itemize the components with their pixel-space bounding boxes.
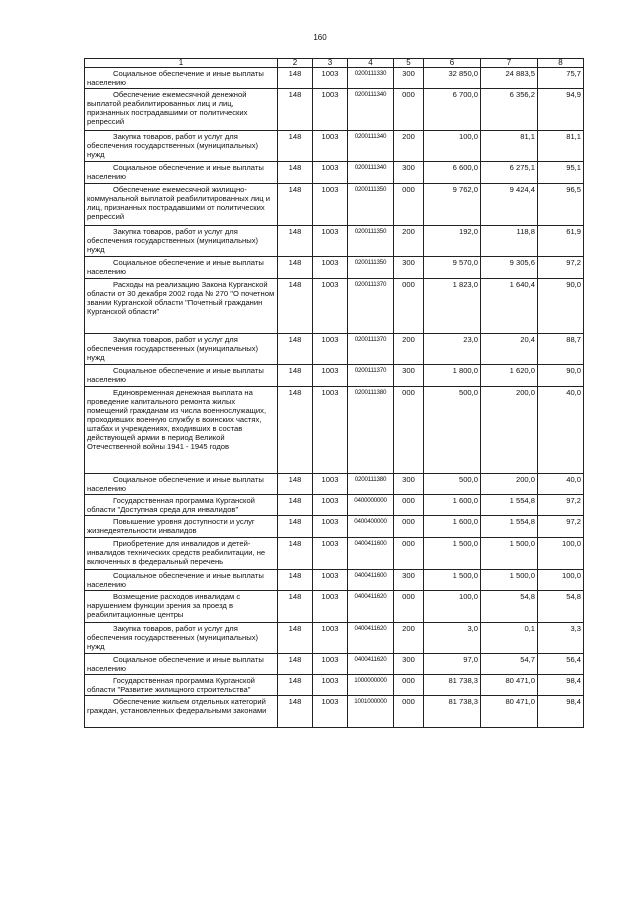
- execution-percent: 40,0: [538, 474, 584, 495]
- ministry-code: 148: [278, 570, 313, 591]
- execution-percent: 97,2: [538, 516, 584, 538]
- target-article-code: 0400400000: [348, 516, 394, 538]
- expense-type-code: 000: [394, 696, 424, 728]
- ministry-code: 148: [278, 623, 313, 654]
- planned-amount: 500,0: [424, 474, 481, 495]
- planned-amount: 1 823,0: [424, 279, 481, 334]
- planned-amount: 3,0: [424, 623, 481, 654]
- ministry-code: 148: [278, 365, 313, 387]
- execution-percent: 56,4: [538, 654, 584, 675]
- actual-amount: 1 554,8: [481, 516, 538, 538]
- target-article-code: 0200111370: [348, 365, 394, 387]
- row-name-text: Обеспечение жильем отдельных категорий граждан, установленных федеральными законами: [87, 697, 267, 715]
- table-row: [85, 334, 584, 365]
- row-name: [85, 131, 278, 162]
- execution-percent: 90,0: [538, 365, 584, 387]
- target-article-code: 0400411600: [348, 538, 394, 570]
- ministry-code: 148: [278, 387, 313, 474]
- row-name-text: Социальное обеспечение и иные выплаты населению: [87, 655, 264, 673]
- column-header: 7: [481, 59, 538, 68]
- target-article-code: 0200111350: [348, 184, 394, 226]
- actual-amount: 6 356,2: [481, 89, 538, 131]
- table-row: [85, 257, 584, 279]
- expense-type-code: 000: [394, 495, 424, 516]
- row-name-text: Социальное обеспечение и иные выплаты населению: [87, 475, 264, 493]
- planned-amount: 6 600,0: [424, 162, 481, 184]
- execution-percent: 95,1: [538, 162, 584, 184]
- row-name-text: Закупка товаров, работ и услуг для обеспечения государственных (муниципальных) нужд: [87, 335, 259, 362]
- table-row: [85, 675, 584, 696]
- actual-amount: 80 471,0: [481, 696, 538, 728]
- planned-amount: 1 500,0: [424, 570, 481, 591]
- table-row: [85, 279, 584, 334]
- expense-type-code: 000: [394, 538, 424, 570]
- execution-percent: 96,5: [538, 184, 584, 226]
- row-name: [85, 538, 278, 570]
- planned-amount: 1 500,0: [424, 538, 481, 570]
- row-name: [85, 257, 278, 279]
- ministry-code: 148: [278, 226, 313, 257]
- actual-amount: 118,8: [481, 226, 538, 257]
- column-header: 3: [313, 59, 348, 68]
- target-article-code: 0400411620: [348, 591, 394, 623]
- section-code: 1003: [313, 279, 348, 334]
- expense-type-code: 000: [394, 387, 424, 474]
- section-code: 1003: [313, 68, 348, 89]
- actual-amount: 1 620,0: [481, 365, 538, 387]
- actual-amount: 54,8: [481, 591, 538, 623]
- ministry-code: 148: [278, 474, 313, 495]
- target-article-code: 0400411620: [348, 654, 394, 675]
- planned-amount: 100,0: [424, 131, 481, 162]
- expense-type-code: 000: [394, 184, 424, 226]
- row-name-text: Социальное обеспечение и иные выплаты населению: [87, 258, 264, 276]
- section-code: 1003: [313, 162, 348, 184]
- ministry-code: 148: [278, 591, 313, 623]
- expense-type-code: 200: [394, 226, 424, 257]
- actual-amount: 200,0: [481, 387, 538, 474]
- expense-type-code: 000: [394, 516, 424, 538]
- row-name-text: Закупка товаров, работ и услуг для обеспечения государственных (муниципальных) нужд: [87, 624, 259, 651]
- planned-amount: 500,0: [424, 387, 481, 474]
- column-header: 8: [538, 59, 584, 68]
- expense-type-code: 300: [394, 654, 424, 675]
- column-header: 5: [394, 59, 424, 68]
- planned-amount: 1 600,0: [424, 516, 481, 538]
- planned-amount: 9 570,0: [424, 257, 481, 279]
- actual-amount: 9 305,6: [481, 257, 538, 279]
- table-row: [85, 365, 584, 387]
- row-name-text: Социальное обеспечение и иные выплаты населению: [87, 366, 264, 384]
- expense-type-code: 300: [394, 257, 424, 279]
- expense-type-code: 200: [394, 131, 424, 162]
- ministry-code: 148: [278, 184, 313, 226]
- planned-amount: 192,0: [424, 226, 481, 257]
- execution-percent: 3,3: [538, 623, 584, 654]
- section-code: 1003: [313, 89, 348, 131]
- table-row: [85, 68, 584, 89]
- planned-amount: 1 600,0: [424, 495, 481, 516]
- table-row: [85, 623, 584, 654]
- execution-percent: 54,8: [538, 591, 584, 623]
- execution-percent: 88,7: [538, 334, 584, 365]
- row-name: [85, 623, 278, 654]
- section-code: 1003: [313, 365, 348, 387]
- actual-amount: 0,1: [481, 623, 538, 654]
- target-article-code: 0200111380: [348, 387, 394, 474]
- planned-amount: 9 762,0: [424, 184, 481, 226]
- planned-amount: 97,0: [424, 654, 481, 675]
- row-name: [85, 162, 278, 184]
- expense-type-code: 300: [394, 474, 424, 495]
- ministry-code: 148: [278, 257, 313, 279]
- row-name-text: Расходы на реализацию Закона Курганской области от 30 декабря 2002 года № 270 "О почетном звании Курганской области "Почетный гражданин Курганской области": [87, 280, 275, 316]
- target-article-code: 0200111340: [348, 131, 394, 162]
- column-number-row: [85, 59, 584, 68]
- target-article-code: 0200111370: [348, 334, 394, 365]
- row-name: [85, 654, 278, 675]
- ministry-code: 148: [278, 495, 313, 516]
- section-code: 1003: [313, 516, 348, 538]
- column-header: 1: [85, 59, 278, 68]
- ministry-code: 148: [278, 162, 313, 184]
- row-name: [85, 696, 278, 728]
- target-article-code: 0400411620: [348, 623, 394, 654]
- section-code: 1003: [313, 654, 348, 675]
- execution-percent: 100,0: [538, 570, 584, 591]
- column-header: 4: [348, 59, 394, 68]
- target-article-code: 0400000000: [348, 495, 394, 516]
- actual-amount: 24 883,5: [481, 68, 538, 89]
- section-code: 1003: [313, 334, 348, 365]
- row-name-text: Обеспечение ежемесячной денежной выплатой реабилитированных лиц и лиц, признанных пострадавшими от политических репрессий: [87, 90, 248, 126]
- row-name: [85, 495, 278, 516]
- planned-amount: 81 738,3: [424, 675, 481, 696]
- expense-type-code: 300: [394, 570, 424, 591]
- column-header: 2: [278, 59, 313, 68]
- row-name-text: Повышение уровня доступности и услуг жизнедеятельности инвалидов: [87, 517, 255, 535]
- target-article-code: 0200111350: [348, 257, 394, 279]
- row-name-text: Социальное обеспечение и иные выплаты населению: [87, 163, 264, 181]
- table-row: [85, 516, 584, 538]
- ministry-code: 148: [278, 279, 313, 334]
- target-article-code: 0200111340: [348, 89, 394, 131]
- table-row: [85, 654, 584, 675]
- row-name: [85, 570, 278, 591]
- planned-amount: 1 800,0: [424, 365, 481, 387]
- ministry-code: 148: [278, 675, 313, 696]
- section-code: 1003: [313, 131, 348, 162]
- column-header: 6: [424, 59, 481, 68]
- section-code: 1003: [313, 570, 348, 591]
- row-name: [85, 516, 278, 538]
- table-row: [85, 696, 584, 728]
- section-code: 1003: [313, 226, 348, 257]
- expense-type-code: 000: [394, 89, 424, 131]
- section-code: 1003: [313, 623, 348, 654]
- planned-amount: 81 738,3: [424, 696, 481, 728]
- planned-amount: 23,0: [424, 334, 481, 365]
- row-name-text: Государственная программа Курганской области "Доступная среда для инвалидов": [87, 496, 255, 514]
- ministry-code: 148: [278, 68, 313, 89]
- row-name-text: Возмещение расходов инвалидам с нарушением функции зрения за проезд в реабилитационные центры: [87, 592, 241, 619]
- actual-amount: 54,7: [481, 654, 538, 675]
- ministry-code: 148: [278, 696, 313, 728]
- section-code: 1003: [313, 474, 348, 495]
- execution-percent: 100,0: [538, 538, 584, 570]
- row-name-text: Закупка товаров, работ и услуг для обеспечения государственных (муниципальных) нужд: [87, 132, 259, 159]
- target-article-code: 0200111380: [348, 474, 394, 495]
- row-name-text: Государственная программа Курганской области "Развитие жилищного строительства": [87, 676, 255, 694]
- table-row: [85, 538, 584, 570]
- row-name-text: Социальное обеспечение и иные выплаты населению: [87, 69, 264, 87]
- row-name-text: Закупка товаров, работ и услуг для обеспечения государственных (муниципальных) нужд: [87, 227, 259, 254]
- ministry-code: 148: [278, 89, 313, 131]
- target-article-code: 0400411600: [348, 570, 394, 591]
- actual-amount: 1 500,0: [481, 570, 538, 591]
- table-row: [85, 89, 584, 131]
- execution-percent: 81,1: [538, 131, 584, 162]
- row-name-text: Социальное обеспечение и иные выплаты населению: [87, 571, 264, 589]
- table-row: [85, 131, 584, 162]
- section-code: 1003: [313, 387, 348, 474]
- row-name: [85, 365, 278, 387]
- execution-percent: 97,2: [538, 257, 584, 279]
- row-name-text: Единовременная денежная выплата на проведение капитального ремонта жилых помещений гражданам из числа военнослужащих, проходивших военную службу в воинских частях, штабах и учреждениях, входивших в состав действующей армии в период Великой Отечественной войны 1941 - 1945 годов: [87, 388, 267, 451]
- actual-amount: 80 471,0: [481, 675, 538, 696]
- actual-amount: 6 275,1: [481, 162, 538, 184]
- execution-percent: 97,2: [538, 495, 584, 516]
- section-code: 1003: [313, 591, 348, 623]
- table-row: [85, 495, 584, 516]
- target-article-code: 0200111340: [348, 162, 394, 184]
- row-name: [85, 226, 278, 257]
- actual-amount: 1 554,8: [481, 495, 538, 516]
- expense-type-code: 000: [394, 279, 424, 334]
- actual-amount: 20,4: [481, 334, 538, 365]
- section-code: 1003: [313, 696, 348, 728]
- expense-type-code: 000: [394, 675, 424, 696]
- actual-amount: 9 424,4: [481, 184, 538, 226]
- execution-percent: 98,4: [538, 675, 584, 696]
- actual-amount: 81,1: [481, 131, 538, 162]
- row-name: [85, 334, 278, 365]
- row-name: [85, 89, 278, 131]
- target-article-code: 0200111370: [348, 279, 394, 334]
- section-code: 1003: [313, 184, 348, 226]
- actual-amount: 1 500,0: [481, 538, 538, 570]
- actual-amount: 200,0: [481, 474, 538, 495]
- table-row: [85, 184, 584, 226]
- planned-amount: 32 850,0: [424, 68, 481, 89]
- target-article-code: 1000000000: [348, 675, 394, 696]
- table-row: [85, 570, 584, 591]
- row-name-text: Приобретение для инвалидов и детей-инвалидов технических средств реабилитации, не включенных в федеральный перечень: [87, 539, 266, 566]
- ministry-code: 148: [278, 131, 313, 162]
- execution-percent: 98,4: [538, 696, 584, 728]
- row-name: [85, 591, 278, 623]
- expense-type-code: 300: [394, 162, 424, 184]
- table-row: [85, 226, 584, 257]
- expense-type-code: 300: [394, 68, 424, 89]
- execution-percent: 94,9: [538, 89, 584, 131]
- ministry-code: 148: [278, 334, 313, 365]
- ministry-code: 148: [278, 654, 313, 675]
- table-row: [85, 591, 584, 623]
- execution-percent: 40,0: [538, 387, 584, 474]
- actual-amount: 1 640,4: [481, 279, 538, 334]
- table-row: [85, 162, 584, 184]
- section-code: 1003: [313, 257, 348, 279]
- section-code: 1003: [313, 495, 348, 516]
- table-row: [85, 387, 584, 474]
- expense-type-code: 200: [394, 334, 424, 365]
- expense-type-code: 200: [394, 623, 424, 654]
- row-name: [85, 68, 278, 89]
- row-name: [85, 675, 278, 696]
- budget-table: [84, 58, 584, 728]
- row-name: [85, 387, 278, 474]
- row-name: [85, 474, 278, 495]
- ministry-code: 148: [278, 538, 313, 570]
- ministry-code: 148: [278, 516, 313, 538]
- section-code: 1003: [313, 538, 348, 570]
- row-name: [85, 279, 278, 334]
- execution-percent: 61,9: [538, 226, 584, 257]
- expense-type-code: 300: [394, 365, 424, 387]
- target-article-code: 0200111350: [348, 226, 394, 257]
- expense-type-code: 000: [394, 591, 424, 623]
- planned-amount: 6 700,0: [424, 89, 481, 131]
- page-number: 160: [313, 33, 327, 42]
- section-code: 1003: [313, 675, 348, 696]
- target-article-code: 1001000000: [348, 696, 394, 728]
- table-row: [85, 474, 584, 495]
- target-article-code: 0200111330: [348, 68, 394, 89]
- planned-amount: 100,0: [424, 591, 481, 623]
- execution-percent: 90,0: [538, 279, 584, 334]
- execution-percent: 75,7: [538, 68, 584, 89]
- row-name: [85, 184, 278, 226]
- row-name-text: Обеспечение ежемесячной жилищно-коммунальной выплатой реабилитированных лиц и лиц, признанных пострадавшими от политических репрессий: [87, 185, 270, 221]
